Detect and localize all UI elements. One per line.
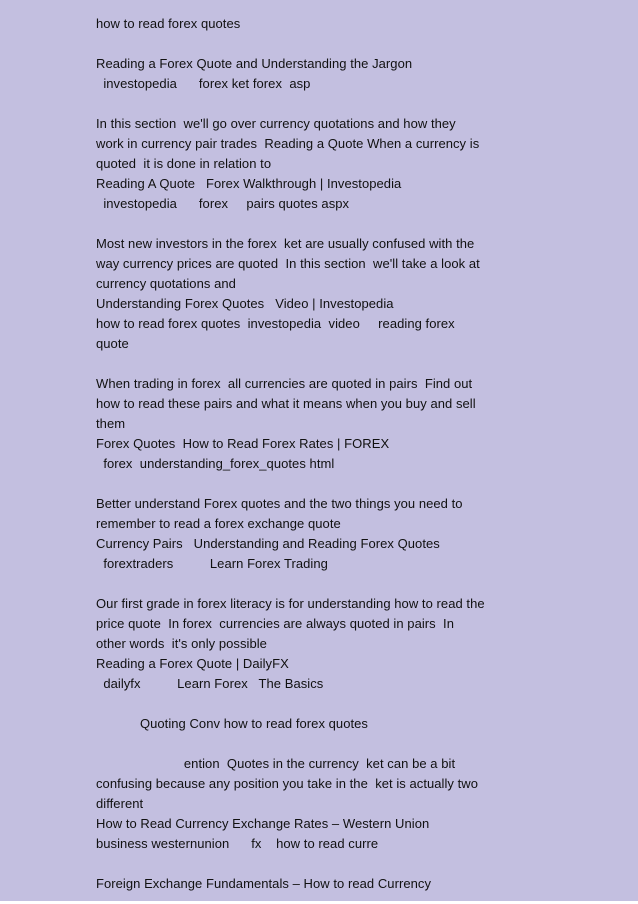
- text-line: investopedia forex pairs quotes aspx: [96, 196, 350, 211]
- text-line: forex understanding_forex_quotes html: [96, 456, 335, 471]
- blank-line: [96, 34, 536, 54]
- text-line: different: [96, 796, 144, 811]
- text-line: In this section we'll go over currency quotations and how they: [96, 116, 456, 131]
- blank-line: [96, 354, 536, 374]
- text-line: confusing because any position you take in the ket is actually two: [96, 776, 479, 791]
- text-line: how to read forex quotes investopedia video reading forex: [96, 316, 455, 331]
- text-line: Understanding Forex Quotes Video | Investopedia: [96, 296, 394, 311]
- text-line: how to read forex quotes: [96, 16, 241, 31]
- text-line: Our first grade in forex literacy is for understanding how to read the: [96, 596, 485, 611]
- text-line: them: [96, 416, 126, 431]
- text-line: Forex Quotes How to Read Forex Rates | FOREX: [96, 436, 390, 451]
- text-line: way currency prices are quoted In this section we'll take a look at: [96, 256, 480, 271]
- blank-line: [96, 694, 536, 714]
- text-line: other words it's only possible: [96, 636, 267, 651]
- text-line: forextraders Learn Forex Trading: [96, 556, 328, 571]
- text-line: how to read these pairs and what it means when you buy and sell: [96, 396, 476, 411]
- blank-line: [96, 854, 536, 874]
- text-line: currency quotations and: [96, 276, 236, 291]
- blank-line: [96, 94, 536, 114]
- text-line: Most new investors in the forex ket are usually confused with the: [96, 236, 475, 251]
- text-line: business westernunion fx how to read curre: [96, 836, 379, 851]
- text-line: Quoting Conv how to read forex quotes: [96, 716, 368, 731]
- document-body: [96, 14, 536, 894]
- text-line: investopedia forex ket forex asp: [96, 76, 311, 91]
- text-line: dailyfx Learn Forex The Basics: [96, 676, 324, 691]
- text-line: price quote In forex currencies are always quoted in pairs In: [96, 616, 454, 631]
- text-line: quote: [96, 336, 129, 351]
- text-line: work in currency pair trades Reading a Quote When a currency is: [96, 136, 480, 151]
- text-line: Reading a Forex Quote and Understanding the Jargon: [96, 56, 413, 71]
- blank-line: [96, 574, 536, 594]
- blank-line: [96, 214, 536, 234]
- text-line: Currency Pairs Understanding and Reading Forex Quotes: [96, 536, 440, 551]
- blank-line: [96, 474, 536, 494]
- text-line: remember to read a forex exchange quote: [96, 516, 341, 531]
- text-line: How to Read Currency Exchange Rates – Western Union: [96, 816, 430, 831]
- text-line: Better understand Forex quotes and the two things you need to: [96, 496, 463, 511]
- text-line: Reading A Quote Forex Walkthrough | Investopedia: [96, 176, 402, 191]
- text-line: ention Quotes in the currency ket can be a bit: [96, 756, 456, 771]
- blank-line: [96, 734, 536, 754]
- text-line: Foreign Exchange Fundamentals – How to read Currency: [96, 876, 431, 891]
- text-line: Reading a Forex Quote | DailyFX: [96, 656, 289, 671]
- text-line: When trading in forex all currencies are quoted in pairs Find out: [96, 376, 473, 391]
- text-line: quoted it is done in relation to: [96, 156, 272, 171]
